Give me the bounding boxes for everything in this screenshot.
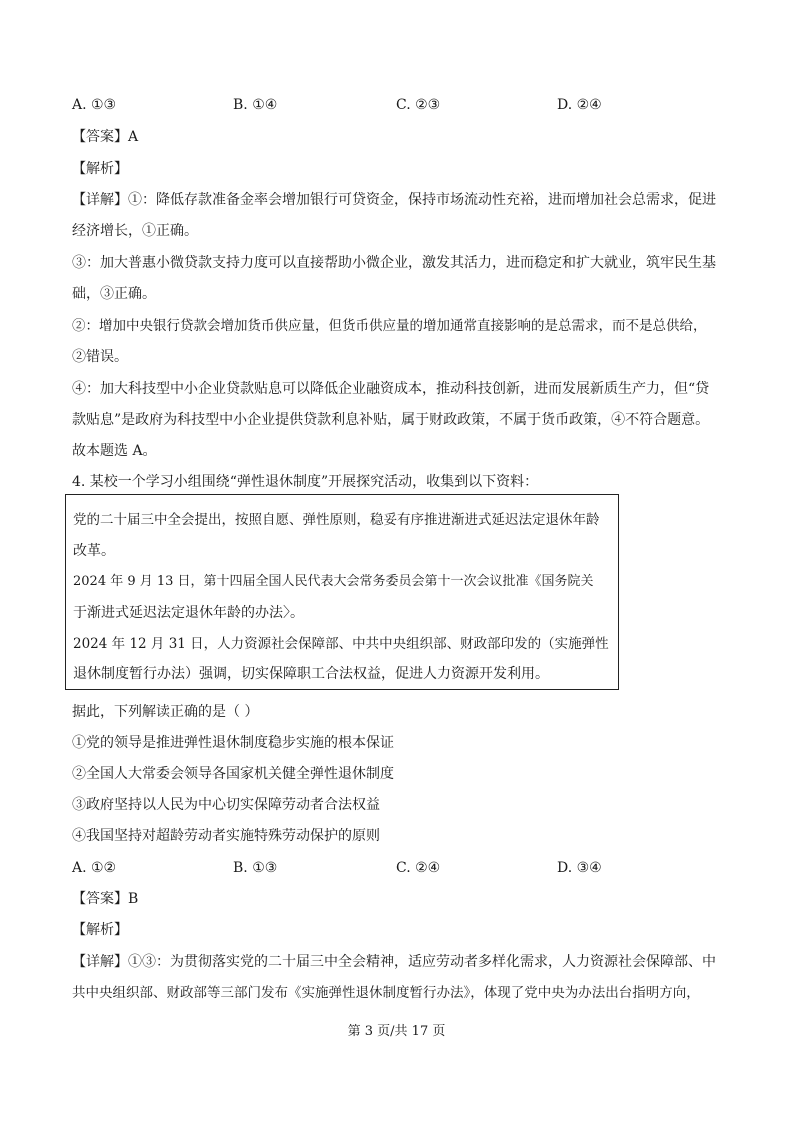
q3-detail-line: 础，③正确。 (72, 286, 156, 302)
material-line: 党的二十届三中全会提出，按照自愿、弹性原则，稳妥有序推进渐进式延迟法定退休年龄 (73, 512, 600, 528)
material-line: 于渐进式延迟法定退休年龄的办法〉。 (73, 605, 304, 621)
q4-statement: ①党的领导是推进弹性退休制度稳步实施的根本保证 (72, 735, 394, 751)
option-d: D. ③④ (557, 860, 602, 876)
q4-stem: 4. 某校一个学习小组围绕“弹性退休制度”开展探究活动，收集到以下资料： (72, 474, 539, 490)
q4-analysis-label: 【解析】 (72, 922, 128, 938)
option-c: C. ②④ (396, 860, 441, 876)
q3-detail-line: 经济增长，①正确。 (72, 223, 198, 239)
q3-detail-line: 故本题选 A。 (72, 443, 157, 459)
q3-detail-line: 款贴息”是政府为科技型中小企业提供贷款利息补贴，属于财政政策，不属于货币政策，④不符合题意。 (72, 412, 710, 428)
q4-detail-line: 共中央组织部、财政部等三部门发布《实施弹性退休制度暂行办法》，体现了党中央为办法出台指明方向， (72, 985, 700, 1001)
q3-options (72, 95, 722, 115)
q4-statement: ②全国人大常委会领导各国家机关健全弹性退休制度 (72, 766, 394, 782)
q3-detail-line: ②：增加中央银行贷款会增加货币供应量，但货币供应量的增加通常直接影响的是总需求，而不是总供给， (72, 318, 707, 334)
option-c: C. ②③ (396, 97, 441, 113)
q3-detail-line: 【详解】①：降低存款准备金率会增加银行可贷资金，保持市场流动性充裕，进而增加社会总需求，促进 (72, 192, 716, 208)
q3-detail-line: ④：加大科技型中小企业贷款贴息可以降低企业融资成本，推动科技创新，进而发展新质生产力，但“贷 (72, 381, 710, 397)
material-line: 2024 年 9 月 13 日，第十四届全国人民代表大会常务委员会第十一次会议批准《国务院关 (73, 574, 594, 589)
option-b: B. ①③ (233, 860, 278, 876)
q3-detail-line: ③：加大普惠小微贷款支持力度可以直接帮助小微企业，激发其活力，进而稳定和扩大就业，筑牢民生基 (72, 255, 716, 271)
page-footer: 第 3 页/共 17 页 (347, 1024, 446, 1039)
option-d: D. ②④ (557, 97, 602, 113)
q4-detail-line: 【详解】①③：为贯彻落实党的二十届三中全会精神，适应劳动者多样化需求，人力资源社会保障部、中 (72, 954, 716, 970)
option-a: A. ①③ (72, 97, 117, 113)
q3-answer: 【答案】A (72, 129, 139, 145)
q4-question: 据此，下列解读正确的是（ ） (72, 704, 259, 720)
material-box (65, 494, 619, 690)
q4-options (72, 858, 722, 878)
q3-analysis-label: 【解析】 (72, 161, 128, 177)
option-a: A. ①② (72, 860, 117, 876)
material-line: 2024 年 12 月 31 日，人力资源社会保障部、中共中央组织部、财政部印发的（实施弹性 (73, 636, 609, 652)
material-line: 改革。 (73, 543, 115, 559)
q4-statement: ③政府坚持以人民为中心切实保障劳动者合法权益 (72, 797, 380, 813)
q4-answer: 【答案】B (72, 891, 139, 907)
material-line: 退休制度暂行办法）强调，切实保障职工合法权益，促进人力资源开发利用。 (73, 666, 549, 682)
option-b: B. ①④ (233, 97, 278, 113)
q3-detail-line: ②错误。 (72, 349, 128, 365)
q4-statement: ④我国坚持对超龄劳动者实施特殊劳动保护的原则 (72, 828, 380, 844)
